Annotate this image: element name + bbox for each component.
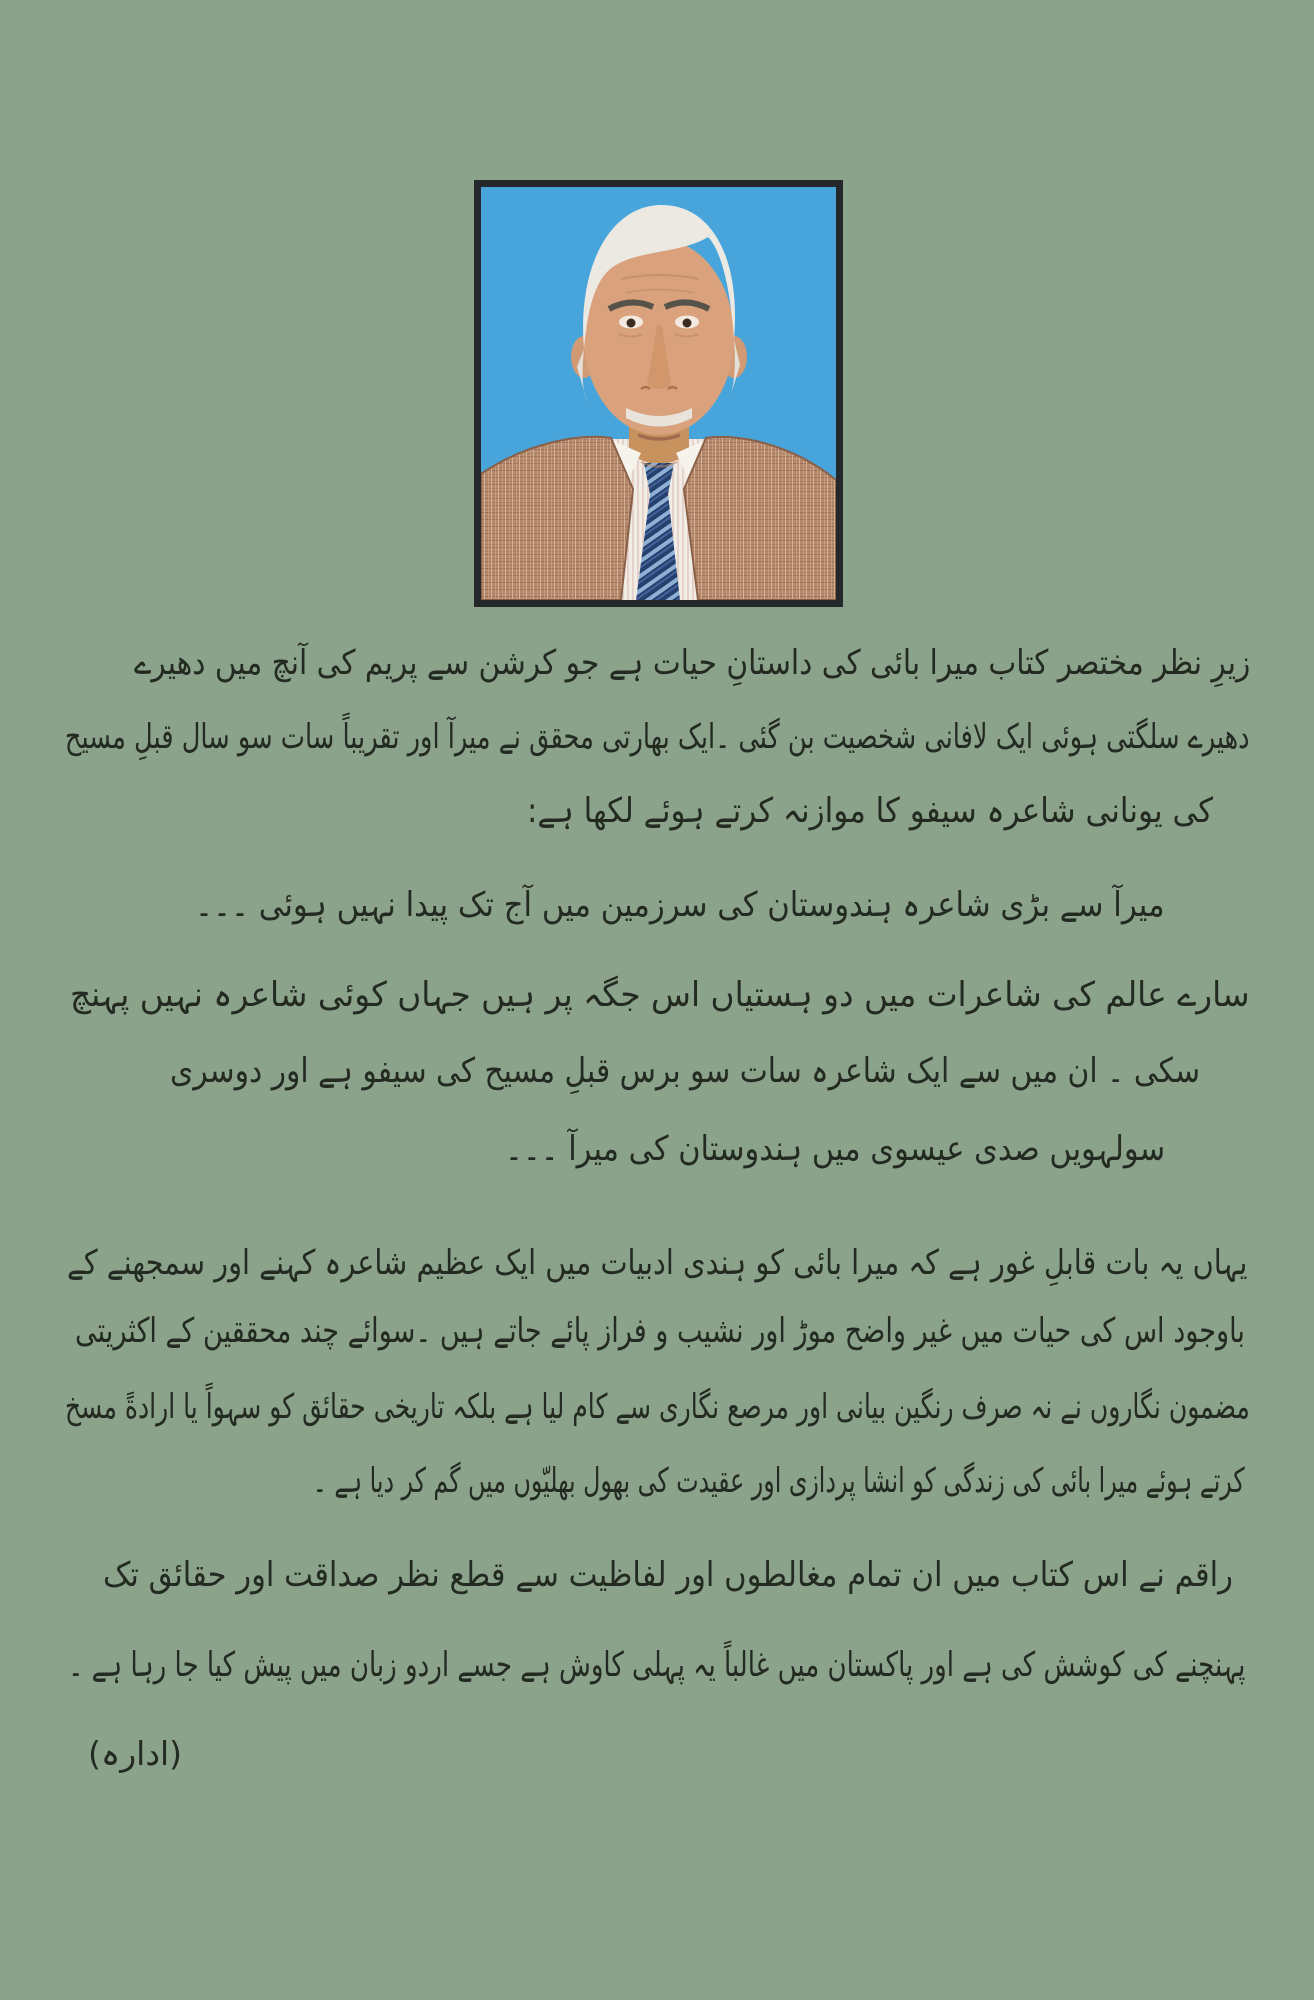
blurb-line: کرتے ہوئے میرا بائی کی زندگی کو انشا پردازی اور عقیدت کی بھول بھلیّوں میں گم کر دیا ہے ۔: [313, 1461, 1245, 1501]
author-portrait: [481, 187, 836, 600]
quote-line: سولہویں صدی عیسوی میں ہندوستان کی میرآ ۔۔۔: [504, 1129, 1165, 1169]
quote-line: میرآ سے بڑی شاعرہ ہندوستان کی سرزمین میں آج تک پیدا نہیں ہوئی ۔۔۔: [195, 885, 1165, 925]
jacket-left: [481, 437, 633, 600]
blurb-line: دھیرے سلگتی ہوئی ایک لافانی شخصیت بن گئی ۔ایک بھارتی محقق نے میرآ اور تقریباً سات سو سال قبلِ مسیح: [65, 717, 1250, 757]
blurb-line: یہاں یہ بات قابلِ غور ہے کہ میرا بائی کو ہندی ادبیات میں ایک عظیم شاعرہ کہنے اور سمجھنے کے: [66, 1243, 1247, 1283]
blurb-line: زیرِ نظر مختصر کتاب میرا بائی کی داستانِ حیات ہے جو کرشن سے پریم کی آنچ میں دھیرے: [133, 643, 1250, 683]
author-photo-frame: [474, 180, 843, 607]
blurb-line: باوجود اس کی حیات میں غیر واضح موڑ اور نشیب و فراز پائے جاتے ہیں ۔سوائے چند محققین کے اکثریتی: [75, 1311, 1245, 1351]
blurb-line: راقم نے اس کتاب میں ان تمام مغالطوں اور لفاظیت سے قطع نظر صداقت اور حقائق تک: [103, 1555, 1233, 1595]
quote-line: سارے عالم کی شاعرات میں دو ہستیاں اس جگہ پر ہیں جہاں کوئی شاعرہ نہیں پہنچ: [70, 975, 1250, 1015]
quote-line: سکی ۔ ان میں سے ایک شاعرہ سات سو برس قبلِ مسیح کی سیفو ہے اور دوسری: [169, 1051, 1200, 1091]
blurb-line: پہنچنے کی کوشش کی ہے اور پاکستان میں غالباً یہ پہلی کاوش ہے جسے اردو زبان میں پیش کیا جا رہا ہے ۔: [67, 1645, 1245, 1685]
blurb-line: کی یونانی شاعرہ سیفو کا موازنہ کرتے ہوئے لکھا ہے:: [526, 791, 1213, 831]
blurb-line: مضمون نگاروں نے نہ صرف رنگین بیانی اور مرصع نگاری سے کام لیا ہے بلکہ تاریخی حقائق کو سہواً یا ارادةً مسخ: [65, 1387, 1250, 1427]
publisher-signoff: (ادارہ): [88, 1734, 183, 1773]
